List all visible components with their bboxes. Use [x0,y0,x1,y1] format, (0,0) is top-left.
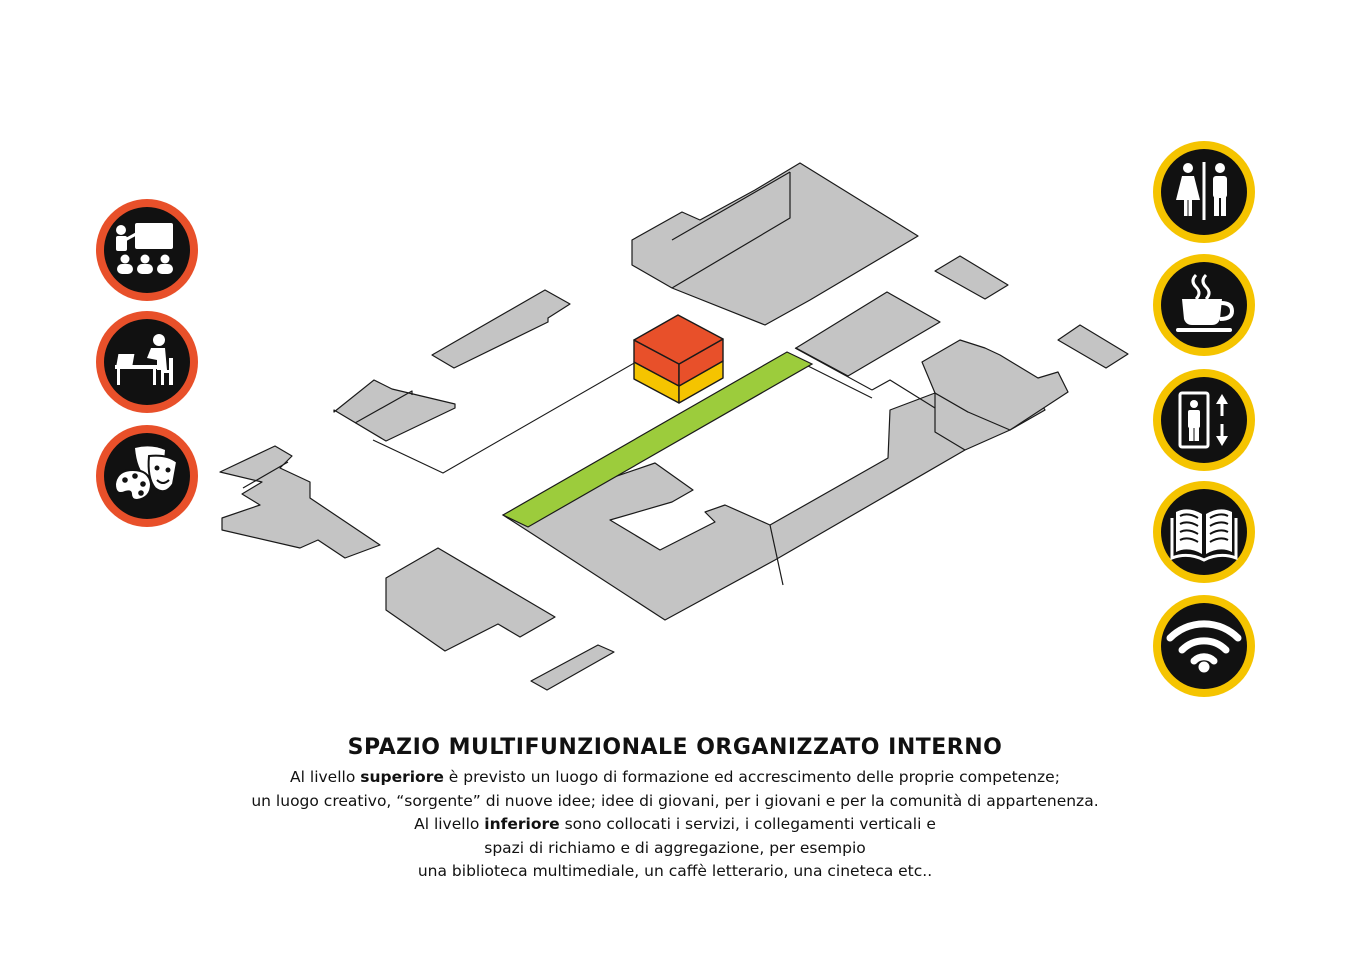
study-desk-icon [96,311,198,413]
building-small-bottom [531,645,614,690]
diagram-title: SPAZIO MULTIFUNZIONALE ORGANIZZATO INTERNO [347,735,1003,760]
description-text: spazi di richiamo e di aggregazione, per esempio [484,838,866,857]
building-small-top-right [935,256,1008,299]
multifunctional-cube [634,315,723,403]
description-line-4 [0,837,1350,861]
building-far-left [220,446,380,558]
description-emphasis: inferiore [484,815,560,833]
upper-level-icons [96,199,198,527]
description-line-3 [0,813,1350,837]
description-line-1 [0,766,1350,790]
description-line-2 [0,790,1350,814]
building-left-mid [334,380,455,441]
description-text: è previsto un luogo di formazione ed accrescimento delle proprie competenze; [443,768,1060,786]
description-line-5 [0,860,1350,884]
coffee-cup-icon [1153,254,1255,356]
building-lower-block [503,385,1045,620]
description-text: una biblioteca multimediale, un caffè letterario, una cineteca etc.. [417,862,933,880]
description-text: un luogo creativo, “sorgente” di nuove idee; idee di giovani, per i giovani e per la comunità di appartenenza. [251,791,1099,810]
restroom-icon [1153,141,1255,243]
lower-level-icons [1153,141,1255,697]
description-text: Al livello [414,815,485,833]
caption-block [0,735,1350,884]
building-small-far-right [1058,325,1128,368]
building-lower-left [386,548,555,651]
description-text: Al livello [290,768,361,786]
wifi-icon [1153,595,1255,697]
building-upper-left-strip [432,290,570,368]
elevator-icon [1153,369,1255,471]
arts-masks-palette-icon [96,425,198,527]
presentation-icon [96,199,198,301]
description-text: sono collocati i servizi, i collegamenti verticali e [559,815,936,833]
book-icon [1153,481,1255,583]
description-emphasis: superiore [360,768,444,786]
building-center-right [796,292,940,376]
